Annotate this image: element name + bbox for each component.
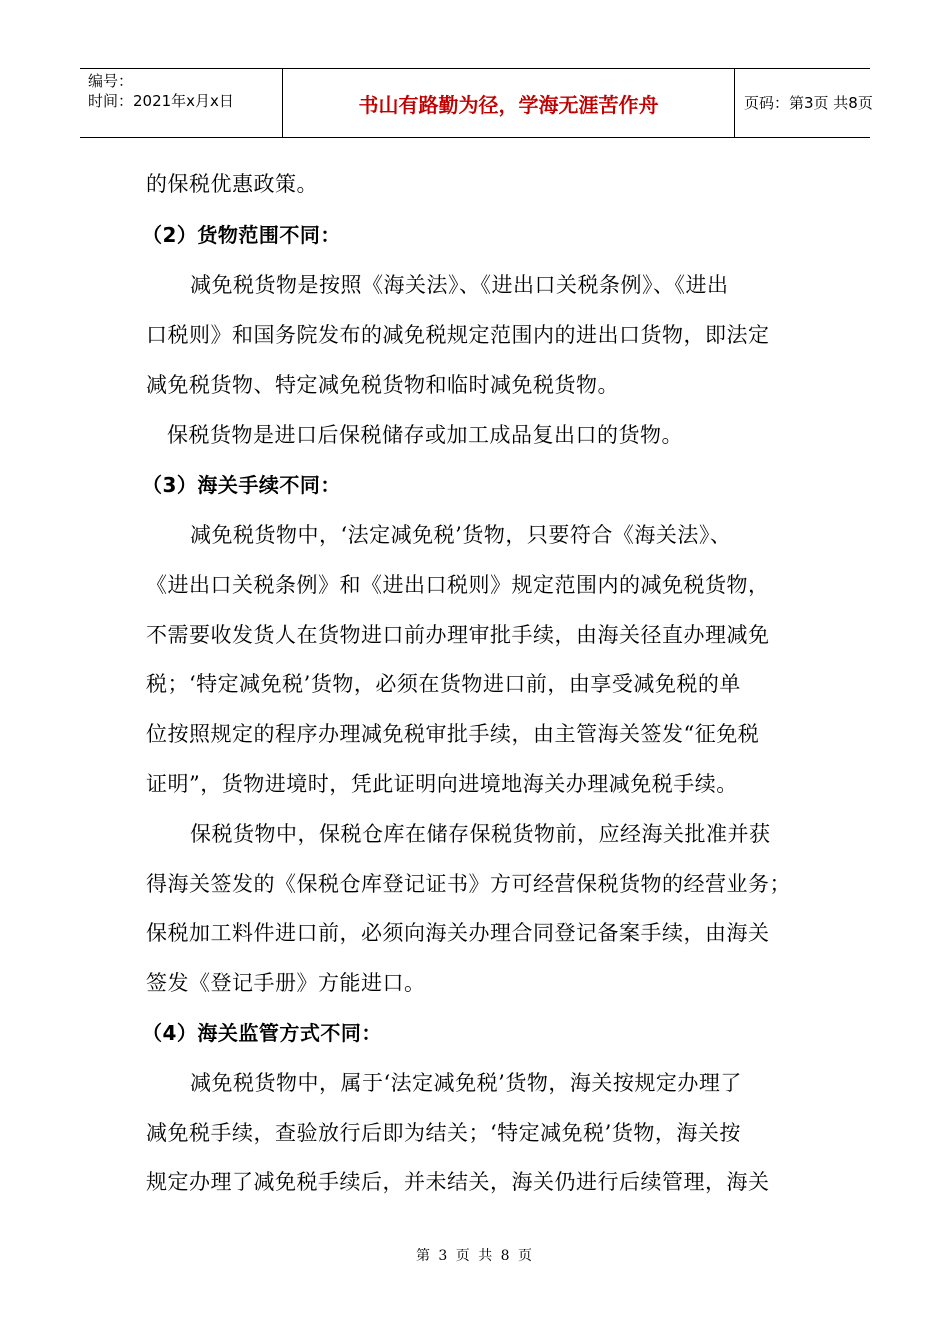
- paragraph-line: 减免税手续，查验放行后即为结关；‘特定减免税’货物，海关按: [146, 1121, 741, 1145]
- document-date-label: 时间：2021年x月x日: [88, 92, 234, 110]
- document-header: [80, 68, 873, 138]
- document-code-label: 编号：: [88, 72, 134, 90]
- section-heading: （4）海关监管方式不同：: [142, 1021, 382, 1045]
- header-page-number: 页码：第3页 共8页: [744, 94, 873, 112]
- paragraph-line: 不需要收发货人在货物进口前办理审批手续，由海关径直办理减免: [146, 623, 770, 647]
- paragraph-line: 位按照规定的程序办理减免税审批手续，由主管海关签发“征免税: [146, 722, 760, 746]
- paragraph-line: 减免税货物、特定减免税货物和临时减免税货物。: [146, 373, 619, 397]
- paragraph-line: 保税货物是进口后保税储存或加工成品复出口的货物。: [167, 423, 683, 447]
- paragraph-line: 《进出口关税条例》和《进出口税则》规定范围内的减免税货物，: [146, 573, 770, 597]
- header-meta-cell: [80, 69, 282, 137]
- section-heading: （3）海关手续不同：: [142, 473, 341, 497]
- page-footer: 第 3 页 共 8 页: [415, 1248, 535, 1264]
- paragraph-line: 口税则》和国务院发布的减免税规定范围内的进出口货物，即法定: [146, 323, 770, 347]
- paragraph-line: 得海关签发的《保税仓库登记证书》方可经营保税货物的经营业务；: [146, 872, 791, 896]
- paragraph-line: 保税加工料件进口前，必须向海关办理合同登记备案手续，由海关: [146, 921, 770, 945]
- paragraph-line: 保税货物中，保税仓库在储存保税货物前，应经海关批准并获: [190, 822, 771, 846]
- paragraph-line: 减免税货物中，属于‘法定减免税’货物，海关按规定办理了: [190, 1071, 742, 1095]
- paragraph-line: 证明”，货物进境时，凭此证明向进境地海关办理减免税手续。: [146, 772, 738, 796]
- paragraph-line: 规定办理了减免税手续后，并未结关，海关仍进行后续管理，海关: [146, 1170, 770, 1194]
- paragraph-line: 的保税优惠政策。: [146, 172, 318, 196]
- paragraph-line: 减免税货物中，‘法定减免税’货物，只要符合《海关法》、: [190, 523, 732, 547]
- paragraph-line: 减免税货物是按照《海关法》、《进出口关税条例》、《进出: [190, 273, 729, 297]
- paragraph-line: 税；‘特定减免税’货物，必须在货物进口前，由享受减免税的单: [146, 672, 741, 696]
- paragraph-line: 签发《登记手册》方能进口。: [146, 971, 426, 995]
- header-motto: 书山有路勤为径，学海无涯苦作舟: [358, 93, 659, 117]
- section-heading: （2）货物范围不同：: [142, 223, 341, 247]
- header-page-cell: [734, 69, 873, 137]
- header-motto-cell: [282, 69, 735, 137]
